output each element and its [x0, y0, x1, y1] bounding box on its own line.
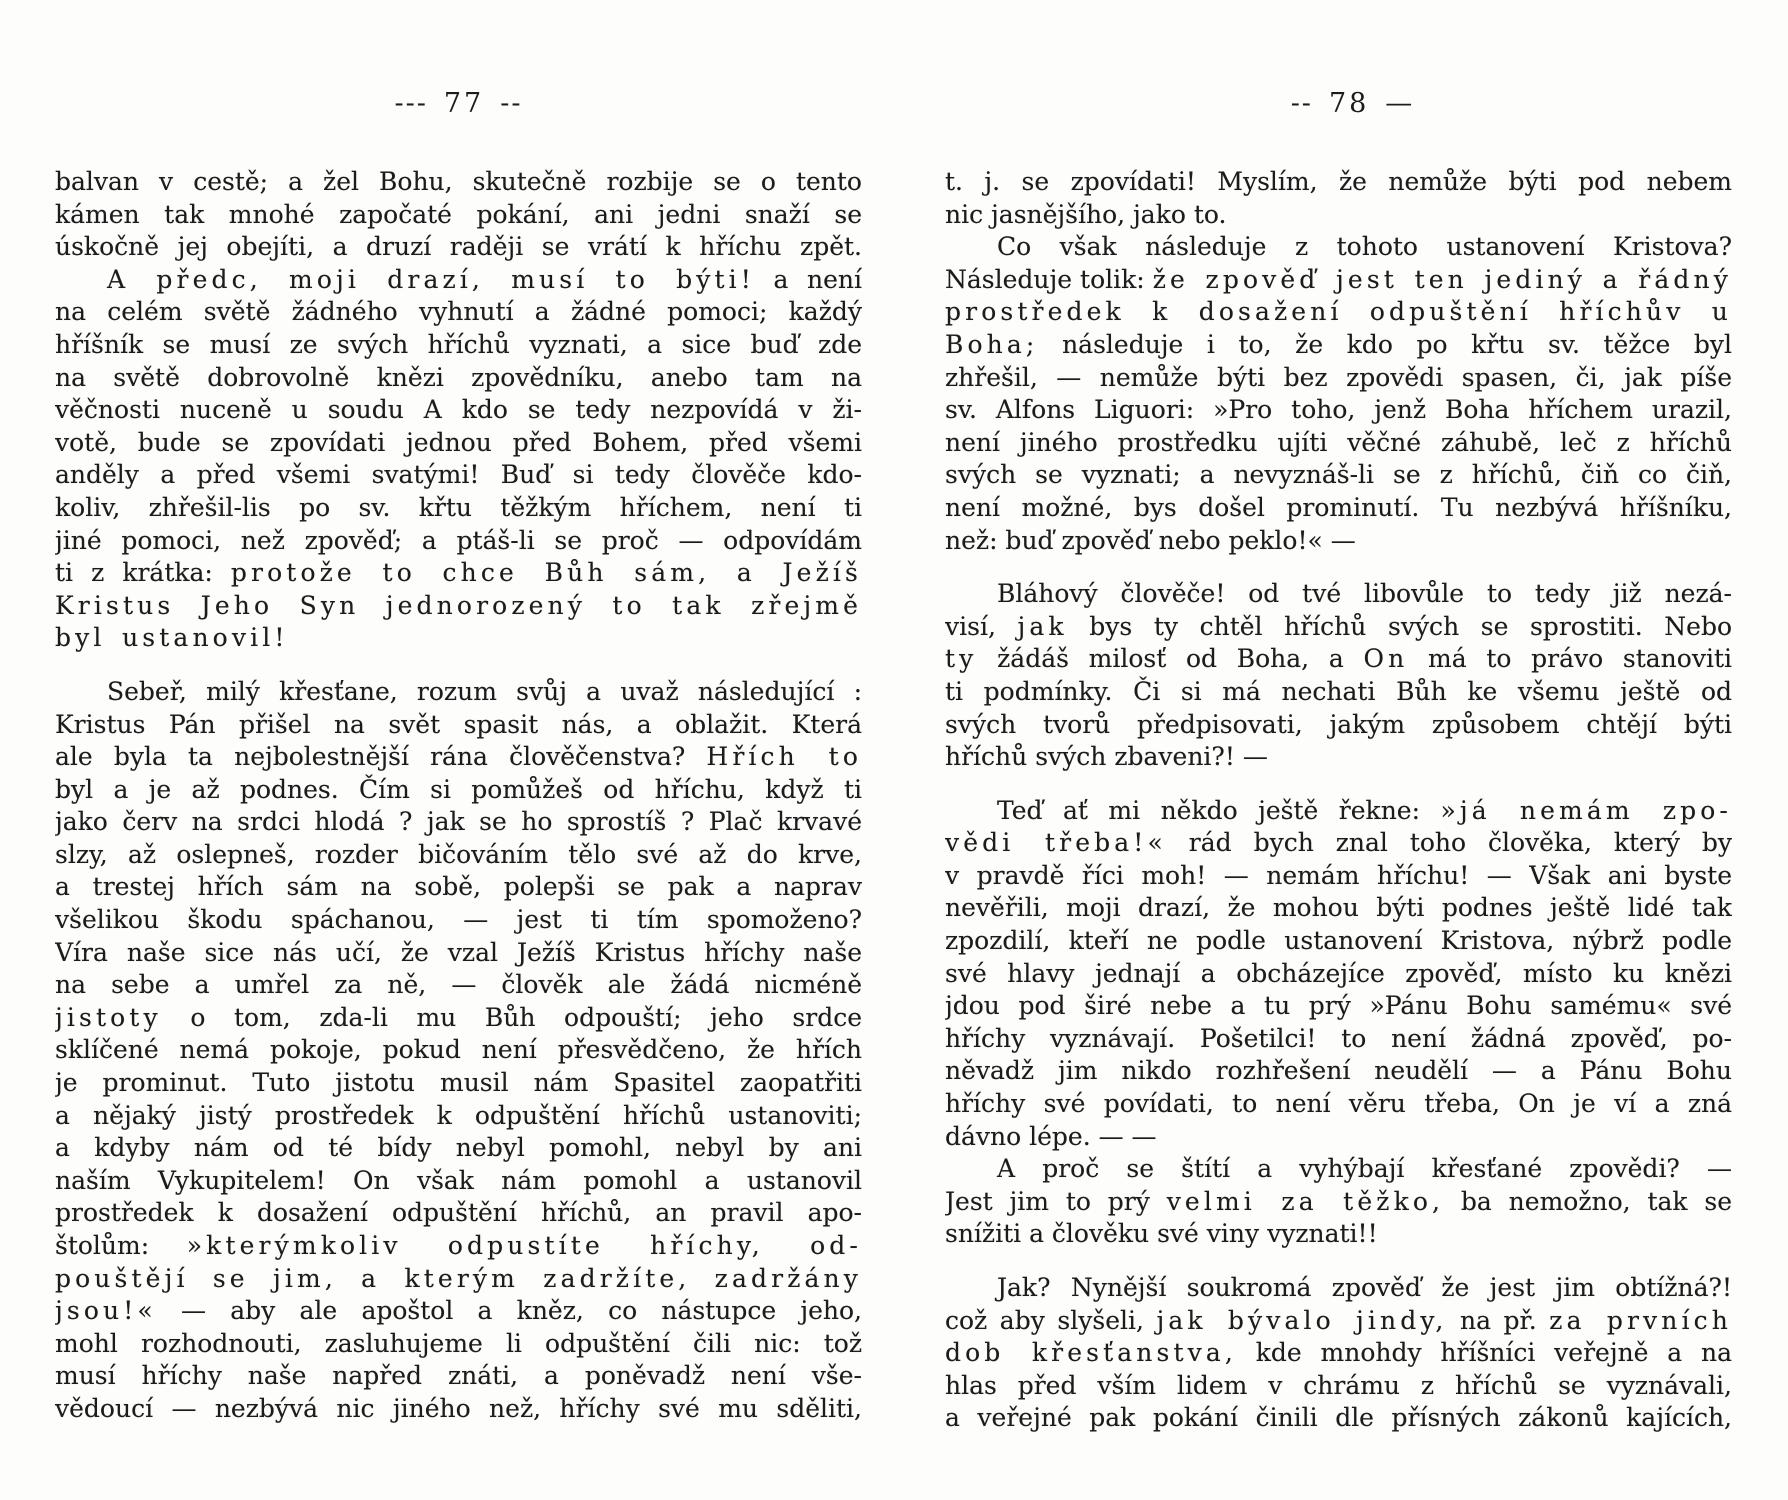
- text-line: [945, 1121, 1732, 1154]
- text-line: [55, 1263, 862, 1296]
- page-77: [55, 0, 862, 1500]
- text-line: [55, 1295, 862, 1328]
- text-segment: na př.: [1447, 1305, 1550, 1335]
- emphasized-text-segment: že zpověď jest ten jediný a řádný: [1152, 264, 1732, 294]
- text-segment: v pravdě říci moh! — nemám hříchu! — Však ani byste: [945, 860, 1732, 890]
- text-line: [945, 296, 1732, 329]
- text-segment: žádáš milosť od Boha, a: [977, 644, 1364, 674]
- text-line: [55, 329, 862, 362]
- text-line: [945, 1370, 1732, 1403]
- text-segment: a nějaký jistý prostředek k odpuštění hříchů ustanoviti;: [55, 1100, 862, 1130]
- page-number-77: 77: [443, 88, 485, 119]
- text-segment: zhřešil, — nemůže býti bez zpovědi spasen, či, jak píše: [945, 362, 1732, 392]
- text-line: [945, 329, 1732, 362]
- text-line: [945, 611, 1732, 644]
- text-segment: svých se vyznati; a nevyznáš-li se z hříchů, čiň co čiň,: [945, 460, 1732, 490]
- text-line: [55, 1328, 862, 1361]
- text-line: [55, 199, 862, 232]
- text-line: [945, 1337, 1732, 1370]
- text-segment: úskočně jej obejíti, a druzí raději se vrátí k hříchu zpět.: [55, 232, 862, 262]
- text-segment: t. j. se zpovídati! Myslím, že nemůže býti pod nebem: [945, 167, 1732, 196]
- page-78-text: [945, 166, 1732, 1435]
- text-segment: není jiného prostředku ujíti věčné záhubě, leč z hříchů: [945, 427, 1732, 457]
- text-segment: Jest jim to prý: [945, 1186, 1167, 1216]
- text-segment: a trestej hřích sám na sobě, polepši se pak a naprav: [55, 872, 862, 902]
- text-segment: A proč se štítí a vyhýbají křesťané zpovědi? —: [997, 1154, 1732, 1184]
- emphasized-text-segment: velmi za těžko,: [1166, 1186, 1445, 1216]
- text-line: [55, 806, 862, 839]
- text-segment: sklíčené nemá pokoje, pokud není přesvědčeno, že hřích: [55, 1035, 862, 1065]
- text-segment: Jak? Nynější soukromá zpověď že jest jim obtížná?!: [997, 1273, 1732, 1302]
- text-line: [945, 166, 1732, 199]
- emphasized-text-segment: Kristus Jeho Syn jednorozený to tak zřejmě: [55, 590, 862, 620]
- text-line: [55, 774, 862, 807]
- text-segment: není možné, bys došel prominutí. Tu nezbývá hříšníku,: [945, 492, 1732, 522]
- text-line: [55, 296, 862, 329]
- page-number-78: 78: [1328, 88, 1370, 119]
- text-line: [945, 795, 1732, 828]
- text-line: [55, 676, 862, 709]
- text-line: [945, 1305, 1732, 1338]
- text-segment: mohl rozhodnouti, zasluhujeme li odpuštění čili nic: tož: [55, 1328, 862, 1358]
- header-dashes-left: --: [1290, 88, 1313, 119]
- text-line: [55, 904, 862, 937]
- text-line: [945, 643, 1732, 676]
- text-segment: — aby ale apoštol a kněz, co nástupce jeho,: [156, 1296, 862, 1326]
- text-segment: Kristus Pán přišel na svět spasit nás, a oblažit. Která: [55, 709, 862, 739]
- emphasized-text-segment: jak bývalo jindy,: [1156, 1305, 1448, 1335]
- text-line: [945, 676, 1732, 709]
- emphasized-text-segment: ty: [945, 644, 978, 674]
- text-segment: následuje i to, že kdo po křtu sv. těžce byl: [1038, 329, 1732, 359]
- header-dashes-left: ---: [394, 88, 428, 119]
- text-segment: jdou pod širé nebe a tu prý »Pánu Bohu samému« své: [945, 991, 1732, 1021]
- text-segment: hlas před vším lidem v chrámu z hříchů se vyznávali,: [945, 1370, 1732, 1400]
- page-78-header: [959, 88, 1732, 120]
- text-segment: věčnosti nuceně u soudu A kdo se tedy nezpovídá v ži-: [55, 395, 862, 425]
- text-line: [945, 741, 1732, 774]
- text-line: [945, 709, 1732, 742]
- text-line: [945, 394, 1732, 427]
- emphasized-text-segment: prostředek k dosažení odpuštění hříchův u: [945, 297, 1732, 327]
- text-segment: hříchy své povídati, to není věru třeba, On je ví a zná: [945, 1089, 1732, 1119]
- text-line: [55, 362, 862, 395]
- text-segment: kámen tak mnohé započaté pokání, ani jedni snaží se: [55, 199, 862, 229]
- text-line: [945, 860, 1732, 893]
- emphasized-text-segment: »já nemám zpo-: [1440, 795, 1732, 825]
- text-segment: což aby slyšeli,: [945, 1305, 1157, 1335]
- text-line: [55, 1132, 862, 1165]
- emphasized-text-segment: »kterýmkoliv odpustíte hříchy, od-: [186, 1231, 862, 1260]
- text-segment: své hlavy jednají a obcházejíce zpověď, místo ku knězi: [945, 958, 1732, 988]
- text-line: [945, 925, 1732, 958]
- text-line: [945, 990, 1732, 1023]
- text-segment: dávno lépe. — —: [945, 1121, 1157, 1151]
- text-line: [55, 590, 862, 623]
- text-line: [945, 199, 1732, 232]
- text-line: [55, 1002, 862, 1035]
- text-segment: jako červ na srdci hlodá ? jak se ho sprostíš ? Plač krvavé: [55, 807, 862, 837]
- text-line: [55, 525, 862, 558]
- text-segment: balvan v cestě; a žel Bohu, skutečně rozbije se o tento: [55, 167, 862, 196]
- text-line: [55, 557, 862, 590]
- text-segment: Bláhový člověče! od tvé libovůle to tedy již nezá-: [997, 579, 1732, 609]
- emphasized-text-segment: dob křesťanstva,: [945, 1338, 1237, 1368]
- text-segment: všelikou škodu spáchanou, — jest ti tím spomoženo?: [55, 905, 862, 935]
- text-segment: jiné pomoci, než zpověď; a ptáš-li se proč — odpovídám: [55, 525, 862, 555]
- text-segment: má to právo stanoviti: [1408, 644, 1732, 674]
- text-segment: zpozdilí, kteří ne podle ustanovení Kristova, nýbrž podle: [945, 926, 1732, 956]
- text-segment: než: buď zpověď nebo peklo!« —: [945, 525, 1356, 555]
- text-segment: Víra naše sice nás učí, že vzal Ježíš Kristus hříchy naše: [55, 937, 862, 967]
- page-77-text: [55, 166, 862, 1426]
- text-line: [55, 1100, 862, 1133]
- emphasized-text-segment: On: [1363, 644, 1409, 674]
- text-segment: hříšník se musí ze svých hříchů vyznati, a sice buď zde: [55, 329, 862, 359]
- emphasized-text-segment: za prvních: [1549, 1305, 1732, 1335]
- text-line: [55, 1034, 862, 1067]
- text-line: [945, 525, 1732, 558]
- text-line: [945, 427, 1732, 460]
- text-segment: a není: [754, 264, 862, 294]
- emphasized-text-segment: vědi třeba!«: [945, 828, 1167, 858]
- text-segment: musí hříchy naše napřed znáti, a poněvadž není vše-: [55, 1361, 862, 1391]
- text-line: [55, 1360, 862, 1393]
- emphasized-text-segment: A předc, moji drazí, musí to býti!: [107, 264, 755, 294]
- text-line: [55, 741, 862, 774]
- emphasized-text-segment: jistoty: [55, 1002, 162, 1032]
- text-line: [945, 459, 1732, 492]
- text-segment: byl a je až podnes. Čím si pomůžeš od hříchu, když ti: [55, 774, 862, 804]
- text-segment: ale byla ta nejbolestnější rána člověčenstva?: [55, 742, 707, 772]
- text-segment: štolům:: [55, 1231, 187, 1260]
- text-segment: na světě dobrovolně knězi zpovědníku, anebo tam na: [55, 362, 862, 392]
- text-line: [945, 1055, 1732, 1088]
- text-segment: anděly a před všemi svatými! Buď si tedy člověče kdo-: [55, 460, 862, 490]
- text-line: [55, 1067, 862, 1100]
- text-segment: ti z krátka:: [55, 558, 231, 588]
- text-line: [945, 1153, 1732, 1186]
- page-78: [945, 0, 1732, 1500]
- emphasized-text-segment: jsou!«: [55, 1296, 157, 1326]
- text-segment: ba nemožno, tak se: [1444, 1186, 1732, 1216]
- text-line: [945, 492, 1732, 525]
- emphasized-text-segment: Boha;: [945, 329, 1039, 359]
- text-segment: snížiti a člověku své viny vyznati!!: [945, 1219, 1378, 1249]
- text-line: [55, 871, 862, 904]
- text-segment: Sebeř, milý křesťane, rozum svůj a uvaž následující :: [107, 676, 862, 706]
- text-line: [55, 937, 862, 970]
- text-segment: sv. Alfons Liguori: »Pro toho, jenž Boha hříchem urazil,: [945, 395, 1732, 425]
- text-segment: a kdyby nám od té bídy nebyl pomohl, nebyl by ani: [55, 1133, 862, 1163]
- text-line: [55, 1165, 862, 1198]
- text-segment: na celém světě žádného vyhnutí a žádné pomoci; každý: [55, 297, 862, 327]
- text-line: [945, 362, 1732, 395]
- text-line: [55, 166, 862, 199]
- text-line: [945, 578, 1732, 611]
- text-segment: koliv, zhřešil-lis po sv. křtu těžkým hříchem, není ti: [55, 492, 862, 522]
- text-segment: hříchy vyznávají. Pošetilci! to není žádná zpověď, po-: [945, 1023, 1732, 1053]
- text-segment: rád bych znal toho člověka, který by: [1166, 828, 1732, 858]
- text-line: [55, 264, 862, 297]
- text-line: [55, 969, 862, 1002]
- text-segment: ti podmínky. Či si má nechati Bůh ke všemu ještě od: [945, 676, 1732, 706]
- text-line: [945, 1402, 1732, 1435]
- emphasized-text-segment: protože to chce Bůh sám, a Ježíš: [230, 558, 862, 588]
- text-segment: o tom, zda-li mu Bůh odpouští; jeho srdce: [161, 1002, 862, 1032]
- text-segment: prostředek k dosažení odpuštění hříchů, an pravil apo-: [55, 1198, 862, 1228]
- text-line: [55, 427, 862, 460]
- text-segment: svých tvorů předpisovati, jakým způsobem chtějí býti: [945, 709, 1732, 739]
- text-segment: visí,: [945, 611, 1018, 641]
- text-segment: a veřejné pak pokání činili dle přísných zákonů kajících,: [945, 1403, 1732, 1433]
- text-line: [945, 1023, 1732, 1056]
- text-segment: kde mnohdy hříšníci veřejně a na: [1236, 1338, 1732, 1368]
- text-line: [55, 1230, 862, 1263]
- emphasized-text-segment: Hřích to: [706, 742, 862, 772]
- text-segment: vědoucí — nezbývá nic jiného než, hříchy své mu sděliti,: [55, 1393, 862, 1423]
- text-line: [55, 1393, 862, 1426]
- text-segment: něvadž jim nikdo rozhřešení neudělí — a Pánu Bohu: [945, 1056, 1732, 1086]
- text-line: [55, 839, 862, 872]
- emphasized-text-segment: pouštějí se jim, a kterým zadržíte, zadržány: [55, 1263, 862, 1293]
- text-segment: Co však následuje z tohoto ustanovení Kristova?: [997, 232, 1732, 262]
- text-segment: naším Vykupitelem! On však nám pomohl a ustanovil: [55, 1165, 862, 1195]
- text-segment: na sebe a umřel za ně, — člověk ale žádá nicméně: [55, 970, 862, 1000]
- text-segment: Teď ať mi někdo ještě řekne:: [997, 795, 1441, 825]
- text-segment: slzy, až oslepneš, rozder bičováním tělo své až do krve,: [55, 839, 862, 869]
- text-segment: bys ty chtěl hříchů svých se sprostiti. Nebo: [1067, 611, 1732, 641]
- text-line: [55, 709, 862, 742]
- text-segment: nic jasnějšího, jako to.: [945, 199, 1227, 229]
- page-77-header: [55, 88, 862, 120]
- text-line: [55, 1197, 862, 1230]
- text-line: [945, 892, 1732, 925]
- text-line: [945, 1272, 1732, 1305]
- text-line: [55, 231, 862, 264]
- text-line: [945, 1186, 1732, 1219]
- text-segment: votě, bude se zpovídati jednou před Bohem, před všemi: [55, 427, 862, 457]
- text-line: [945, 264, 1732, 297]
- header-dashes-right: —: [1385, 88, 1415, 119]
- text-line: [55, 622, 862, 655]
- emphasized-text-segment: jak: [1017, 611, 1068, 641]
- header-dashes-right: --: [500, 88, 523, 119]
- text-line: [945, 1088, 1732, 1121]
- text-line: [945, 1218, 1732, 1251]
- text-line: [55, 492, 862, 525]
- text-line: [55, 394, 862, 427]
- text-line: [945, 958, 1732, 991]
- text-segment: Následuje tolik:: [945, 264, 1153, 294]
- text-line: [945, 827, 1732, 860]
- text-line: [945, 231, 1732, 264]
- emphasized-text-segment: byl ustanovil!: [55, 623, 289, 653]
- text-segment: je prominut. Tuto jistotu musil nám Spasitel zaopatřiti: [55, 1068, 862, 1098]
- text-segment: hříchů svých zbaveni?! —: [945, 742, 1268, 772]
- text-line: [55, 459, 862, 492]
- text-segment: nevěřili, moji drazí, že mohou býti podnes ještě lidé tak: [945, 893, 1732, 923]
